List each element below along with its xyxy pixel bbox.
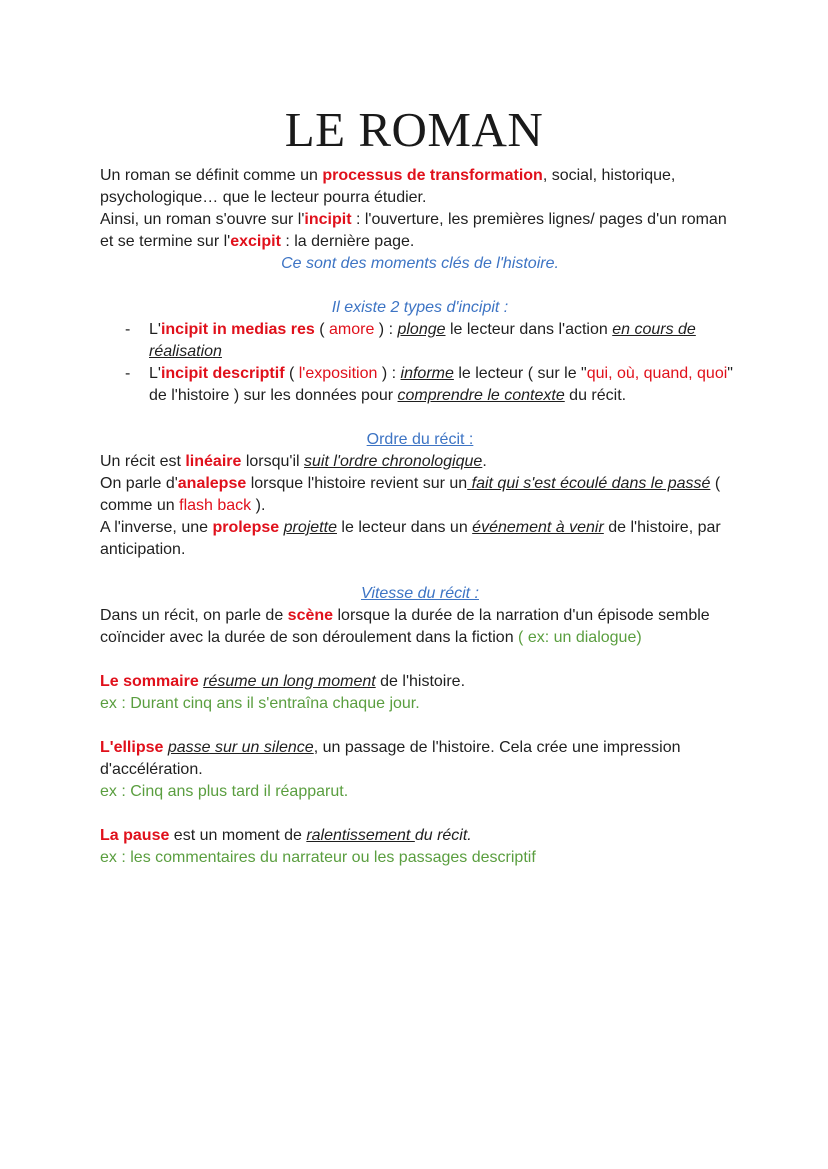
intro-paragraph-2: Ainsi, un roman s'ouvre sur l'incipit : l'ouverture, les premières lignes/ pages d'un roman et se termine sur l'excipit : la dernière page. <box>100 211 727 250</box>
ellipse-example: ex : Cinq ans plus tard il réapparut. <box>100 783 349 800</box>
sommaire-example: ex : Durant cinq ans il s'entraîna chaque jour. <box>100 695 420 712</box>
list-item: - L'incipit descriptif ( l'exposition ) : informe le lecteur ( sur le "qui, où, quand, quoi" de l'histoire ) sur les données pour comprendre le contexte du récit. <box>100 363 740 407</box>
term-processus: processus de transformation <box>322 167 543 184</box>
vitesse-sommaire: Le sommaire résume un long moment de l'histoire. <box>100 673 466 690</box>
ordre-analepse: On parle d'analepse lorsque l'histoire revient sur un fait qui s'est écoulé dans le passé ( comme un flash back ). <box>100 475 721 514</box>
list-item: - L'incipit in medias res ( amore ) : plonge le lecteur dans l'action en cours de réalisation <box>100 319 740 363</box>
key-moments-note: Ce sont des moments clés de l'histoire. <box>281 255 559 272</box>
ordre-heading: Ordre du récit : <box>366 431 474 448</box>
pause-example: ex : les commentaires du narrateur ou les passages descriptif <box>100 849 536 866</box>
term-excipit: excipit <box>230 233 281 250</box>
ordre-prolepse: A l'inverse, une prolepse projette le lecteur dans un événement à venir de l'histoire, par anticipation. <box>100 519 721 558</box>
vitesse-ellipse: L'ellipse passe sur un silence, un passage de l'histoire. Cela crée une impression d'accélération. <box>100 739 681 778</box>
term-incipit: incipit <box>304 211 352 228</box>
document-body <box>100 165 740 869</box>
page-title: LE ROMAN <box>284 102 544 157</box>
ordre-lineaire: Un récit est linéaire lorsqu'il suit l'ordre chronologique. <box>100 453 487 470</box>
vitesse-pause: La pause est un moment de ralentissement du récit. <box>100 827 472 844</box>
vitesse-heading: Vitesse du récit : <box>361 585 479 602</box>
incipit-list <box>100 319 740 407</box>
intro-paragraph-1: Un roman se définit comme un processus de transformation, social, historique, psychologique… que le lecteur pourra étudier. <box>100 167 676 206</box>
vitesse-scene: Dans un récit, on parle de scène lorsque la durée de la narration d'un épisode semble coïncider avec la durée de son déroulement dans la fiction ( ex: un dialogue) <box>100 607 710 646</box>
incipit-types-heading: Il existe 2 types d'incipit : <box>331 299 509 316</box>
